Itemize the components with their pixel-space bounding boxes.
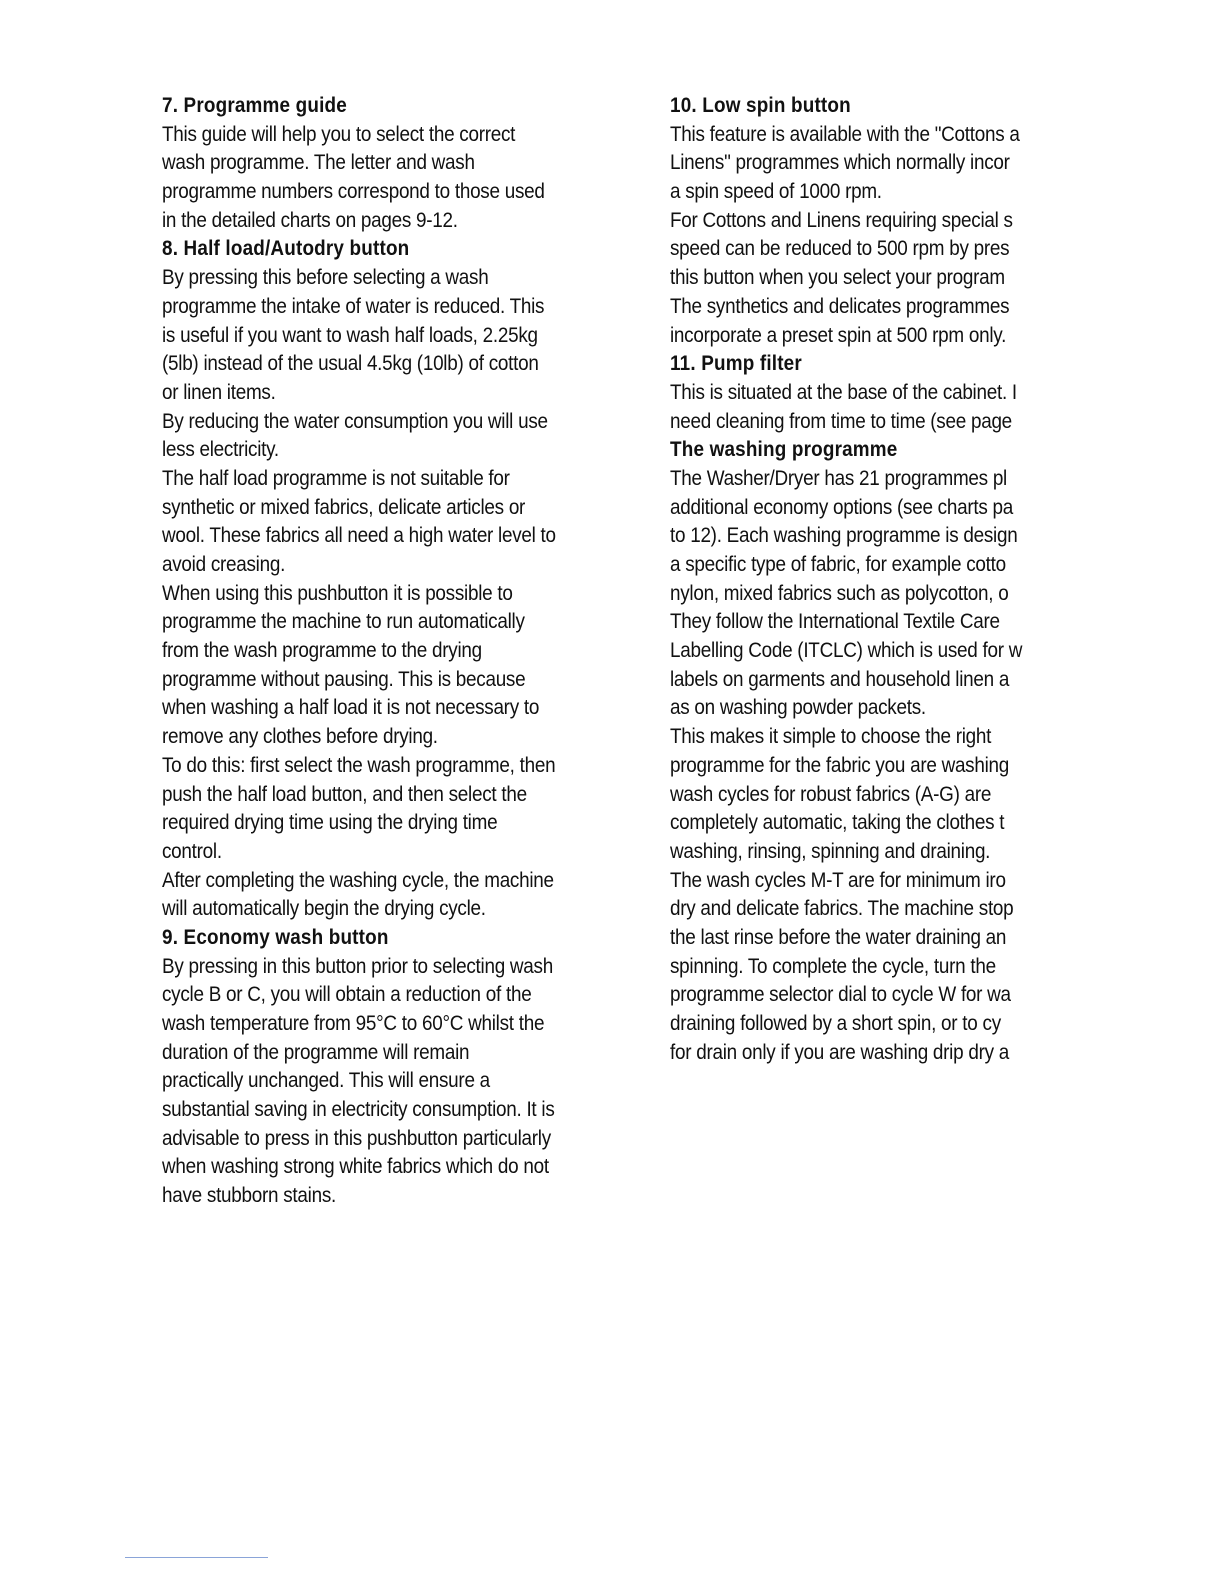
text-line: nylon, mixed fabrics such as polycotton, o <box>670 581 1009 605</box>
text-line: This makes it simple to choose the right <box>670 725 992 749</box>
text-line: By pressing in this button prior to selecting wash <box>162 954 553 978</box>
text-line: programme for the fabric you are washing <box>670 753 1010 777</box>
text-line: After completing the washing cycle, the machine <box>162 868 554 892</box>
text-line: They follow the International Textile Care <box>670 610 1000 634</box>
text-line: from the wash programme to the drying <box>162 639 482 663</box>
text-line: labels on garments and household linen a <box>670 667 1010 691</box>
text-line: to 12). Each washing programme is design <box>670 524 1018 548</box>
text-line: the last rinse before the water draining an <box>670 925 1007 949</box>
text-line: need cleaning from time to time (see page <box>670 409 1012 433</box>
text-line: push the half load button, and then select the <box>162 782 527 806</box>
text-line: this button when you select your program <box>670 266 1005 290</box>
text-line: The wash cycles M-T are for minimum iro <box>670 868 1006 892</box>
text-line: will automatically begin the drying cycle. <box>162 897 486 921</box>
text-line: practically unchanged. This will ensure a <box>162 1069 490 1093</box>
text-line: By reducing the water consumption you will use <box>162 409 548 433</box>
text-line: remove any clothes before drying. <box>162 725 438 749</box>
text-line: a specific type of fabric, for example cotto <box>670 553 1006 576</box>
text-line: programme selector dial to cycle W for wa <box>670 983 1011 1007</box>
text-line: when washing a half load it is not necessary to <box>162 696 540 720</box>
text-line: The half load programme is not suitable for <box>162 466 510 490</box>
text-line: draining followed by a short spin, or to cy <box>670 1012 1001 1035</box>
section-heading: The washing programme <box>670 438 898 462</box>
text-line: spinning. To complete the cycle, turn the <box>670 954 996 978</box>
text-line: programme without pausing. This is because <box>162 667 526 691</box>
text-line: substantial saving in electricity consumption. It is <box>162 1098 555 1122</box>
text-line: programme the intake of water is reduced. This <box>162 294 545 318</box>
text-line: speed can be reduced to 500 rpm by pres <box>670 237 1010 261</box>
text-line: less electricity. <box>162 438 279 462</box>
text-line: is useful if you want to wash half loads, 2.25kg <box>162 323 538 347</box>
text-line: have stubborn stains. <box>162 1184 336 1208</box>
section-heading: 7. Programme guide <box>162 94 347 117</box>
text-line: The Washer/Dryer has 21 programmes pl <box>670 466 1007 490</box>
section-heading: 10. Low spin button <box>670 94 851 117</box>
text-line: additional economy options (see charts pa <box>670 495 1013 519</box>
text-line: or linen items. <box>162 380 276 404</box>
text-line: This feature is available with the "Cottons a <box>670 122 1020 146</box>
text-line: Linens" programmes which normally incor <box>670 151 1010 175</box>
text-line: completely automatic, taking the clothes t <box>670 811 1005 835</box>
text-line: The synthetics and delicates programmes <box>670 294 1010 318</box>
text-line: Labelling Code (ITCLC) which is used for w <box>670 639 1023 663</box>
footer-rule <box>125 1557 268 1558</box>
text-line: This is situated at the base of the cabinet. I <box>670 380 1017 404</box>
text-line: cycle B or C, you will obtain a reduction of the <box>162 983 532 1007</box>
text-line: wool. These fabrics all need a high water level to <box>162 524 556 548</box>
text-line: When using this pushbutton it is possible to <box>162 581 513 605</box>
text-line: synthetic or mixed fabrics, delicate articles or <box>162 495 526 519</box>
text-line: (5lb) instead of the usual 4.5kg (10lb) of cotton <box>162 352 539 376</box>
text-line: wash cycles for robust fabrics (A-G) are <box>670 782 992 806</box>
text-line: wash temperature from 95°C to 60°C whilst the <box>162 1012 545 1035</box>
text-line: in the detailed charts on pages 9-12. <box>162 208 458 232</box>
text-line: By pressing this before selecting a wash <box>162 266 489 290</box>
text-line: programme numbers correspond to those used <box>162 180 545 204</box>
text-line: This guide will help you to select the correct <box>162 122 516 146</box>
text-line: washing, rinsing, spinning and draining. <box>670 839 991 863</box>
left-column <box>162 92 622 1211</box>
right-column <box>670 92 1058 1067</box>
text-line: dry and delicate fabrics. The machine stop <box>670 897 1014 921</box>
text-line: incorporate a preset spin at 500 rpm only. <box>670 323 1007 347</box>
section-heading: 11. Pump filter <box>670 352 802 376</box>
text-line: required drying time using the drying time <box>162 811 498 835</box>
text-line: control. <box>162 839 222 863</box>
text-line: programme the machine to run automatically <box>162 610 525 634</box>
text-line: For Cottons and Linens requiring special s <box>670 208 1013 232</box>
text-line: wash programme. The letter and wash <box>162 151 475 175</box>
text-line: for drain only if you are washing drip dry a <box>670 1040 1010 1064</box>
section-heading: 8. Half load/Autodry button <box>162 237 410 261</box>
text-line: when washing strong white fabrics which do not <box>162 1155 549 1179</box>
text-line: To do this: first select the wash programme, then <box>162 753 556 777</box>
text-line: avoid creasing. <box>162 553 286 576</box>
text-line: as on washing powder packets. <box>670 696 926 720</box>
section-heading: 9. Economy wash button <box>162 925 389 949</box>
text-line: advisable to press in this pushbutton particularly <box>162 1126 551 1150</box>
text-line: duration of the programme will remain <box>162 1040 470 1064</box>
text-line: a spin speed of 1000 rpm. <box>670 180 882 204</box>
